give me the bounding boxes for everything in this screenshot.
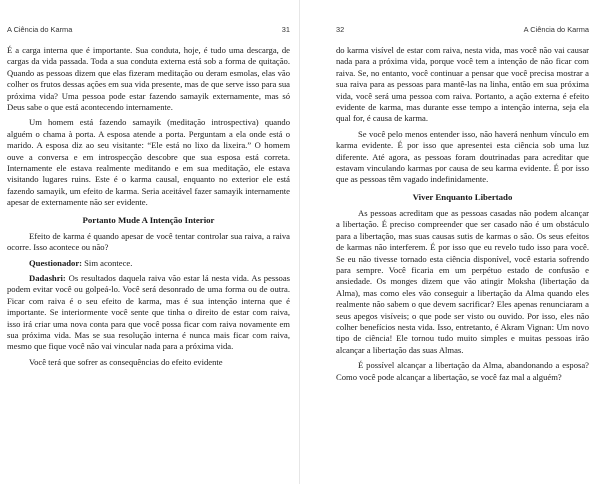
right-page-body: [336, 45, 589, 383]
left-page-body: [7, 45, 290, 368]
paragraph: É a carga interna que é importante. Sua conduta, hoje, é tudo uma descarga, de cargas da vida passada. Toda a sua conduta externa está sob a forma de quitação. Quando as pessoas dizem que elas fizeram meditação ou deram esmolas, elas vão colher os frutos dessas ações em sua vida presente, mas de que serve isso para sua próxima vida? Uma pessoa pode estar fazendo samayik externamente, mas só Deus sabe o que está acontecendo internamente.: [7, 45, 290, 113]
questioner-text: Sim acontece.: [84, 257, 133, 268]
dadashri-label: Dadashri:: [29, 272, 66, 283]
dadashri-answer: [7, 273, 290, 353]
running-title: A Ciência do Karma: [7, 25, 73, 34]
questioner-line: [7, 258, 290, 269]
running-title: A Ciência do Karma: [523, 25, 589, 34]
paragraph: É possível alcançar a libertação da Alma, abandonando a esposa? Como você pode alcançar a libertação, se você faz mal a alguém?: [336, 360, 589, 382]
right-page-header: [336, 25, 589, 39]
paragraph: As pessoas acreditam que as pessoas casadas não podem alcançar a libertação. É preciso compreender que ser casado não é um obstáculo para a libertação, mas suas causas sutis de karmas o são. Os seus efeitos de karmas não interferem. É por isso que eu revelo tudo isso para você. Se eu não tivesse tornado esta ciência disponível, você estaria sofrendo para sempre. Você ficaria em um perpétuo estado de confusão e ansiedade. Os monges dizem que vão atingir Moksha (libertação da Alma), mas como eles vão conseguir a libertação da Alma quando eles realmente não sabem o que devem sacrificar? Eles apenas renunciaram a seus apegos visíveis; o que pode ser visto ou ouvido. Por isso, eles não colher benefícios nesta vida. Isso, entretanto, é Akram Vignan: Um novo tipo de ciência! Ele tornou tudo muito simples e muitas pessoas irão alcançar a libertação das suas Almas.: [336, 207, 589, 355]
section-heading: Viver Enquanto Libertado: [412, 191, 513, 202]
paragraph: Efeito de karma é quando apesar de você tentar controlar sua raiva, a raiva ocorre. Isso acontece ou não?: [7, 230, 290, 253]
paragraph: Você terá que sofrer as consequências do efeito evidente: [29, 356, 223, 367]
page-number: 32: [336, 25, 345, 34]
paragraph: Se você pelo menos entender isso, não haverá nenhum vínculo em karma evidente. É por isso que apresentei esta ciência sob uma luz diferente. Até agora, as pessoas foram doutrinadas para acreditar que estavam vinculando karmas por causa de seu karma evidente. É por isso que as pessoas têm vagado indefinidamente.: [336, 128, 589, 185]
paragraph: do karma visível de estar com raiva, nesta vida, mas você não vai causar nada para a próxima vida, porque você tem a intenção de não ficar com raiva. Se, no entanto, você continuar a pensar que você precisa mostrar a sua raiva para as pessoas para mantê-las na linha, então em sua próxima vida, você será uma pessoa com raiva. Portanto, a ação externa é efeito evidente de karma, mas durante esse tempo a intenção interna, seja ela qual for, é causa de karma.: [336, 45, 589, 124]
section-heading: Portanto Mude A Intenção Interior: [82, 214, 215, 225]
paragraph: Um homem está fazendo samayik (meditação introspectiva) quando alguém o chama à porta. A esposa atende a porta. Perguntam a ela onde está o marido. A esposa diz ao seu visitante: “Ele está no lixo da lixeira.” O homem ouve a conversa e em introspecção descobre que sua esposa está correta. Internamente ele estava realmente meditando e em sua meditação, ele estava visitando lugares ruins. Este é o karma causal, enquanto no exterior ele está fazendo samayik, um efeito de karma. Seria aceitável fazer samayik internamente apesar de externamente não ser evidente.: [7, 117, 290, 208]
left-page-header: [7, 25, 290, 39]
right-page: [300, 0, 599, 484]
answer-text: Os resultados daquela raiva vão estar lá nesta vida. As pessoas podem evitar você ou golpeá-lo. Você será desonrado de uma forma ou de outra. Ficar com raiva é o seu efeito de karma, mas é sua intenção interna que é importante. Se interiormente você sente que tinha o direito de estar com raiva, isso irá criar uma nova conta para que você possa ficar com raiva novamente em sua próxima vida. Mas se sua resolução interna é nunca mais ficar com raiva, mesmo que fique você não vai vincular nada para a próxima vida.: [7, 272, 290, 352]
page-number: 31: [281, 25, 290, 34]
questioner-label: Questionador:: [29, 257, 82, 268]
